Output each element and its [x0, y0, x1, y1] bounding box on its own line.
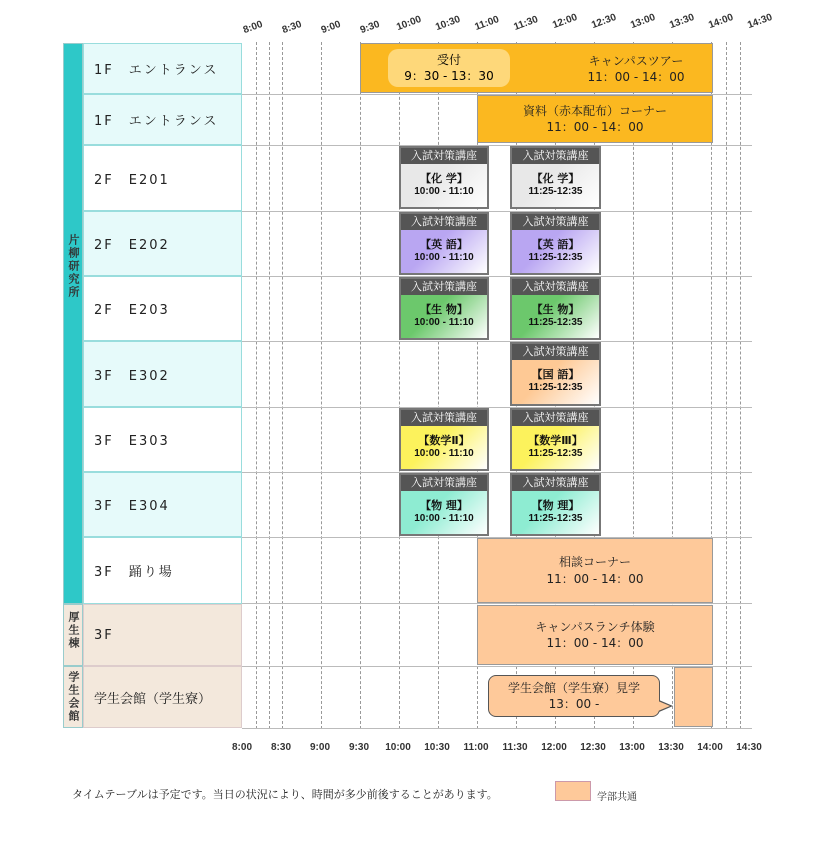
top-tick: 13:00 — [629, 11, 657, 32]
room-label: 学生会館（学生寮） — [83, 666, 242, 728]
session-subject: 【英 語】 — [420, 238, 468, 251]
dorm-block — [674, 667, 713, 727]
room-label: 1F エントランス — [83, 94, 242, 145]
session-card — [399, 277, 489, 340]
bottom-tick: 9:30 — [348, 742, 369, 753]
session-time: 10:00 - 11:10 — [414, 317, 474, 328]
top-tick: 12:00 — [551, 11, 579, 32]
group-label-katayanagi — [63, 43, 83, 604]
top-tick: 8:30 — [280, 18, 304, 37]
materials-block — [477, 95, 713, 143]
session-time: 11:25-12:35 — [528, 317, 583, 328]
top-tick: 9:00 — [319, 18, 343, 37]
session-header: 入試対策講座 — [401, 214, 487, 230]
bottom-tick: 10:30 — [424, 742, 450, 753]
materials-time: 11：00 - 14：00 — [546, 120, 644, 134]
bottom-tick: 11:00 — [463, 742, 489, 753]
session-time: 10:00 - 11:10 — [414, 252, 474, 263]
session-header: 入試対策講座 — [401, 410, 487, 426]
top-tick: 11:30 — [512, 14, 540, 33]
bottom-tick: 13:30 — [658, 742, 684, 753]
session-time: 10:00 - 11:10 — [414, 186, 474, 197]
session-subject: 【数学Ⅲ】 — [528, 434, 583, 447]
session-header: 入試対策講座 — [512, 410, 599, 426]
session-subject: 【数学Ⅱ】 — [418, 434, 470, 447]
session-time: 11:25-12:35 — [528, 382, 583, 393]
bottom-tick: 8:30 — [270, 742, 291, 753]
session-subject: 【英 語】 — [531, 238, 580, 251]
session-header: 入試対策講座 — [512, 148, 599, 164]
session-card — [399, 212, 489, 275]
session-header: 入試対策講座 — [512, 279, 599, 295]
room-label: 3F E302 — [83, 341, 242, 407]
legend-label: 学部共通 — [597, 792, 637, 803]
session-subject: 【生 物】 — [420, 303, 468, 316]
session-time: 10:00 - 11:10 — [414, 513, 474, 524]
top-tick: 12:30 — [590, 11, 618, 32]
materials-title: 資料（赤本配布）コーナー — [522, 103, 667, 118]
room-label: 3F 踊り場 — [83, 537, 242, 604]
room-label: 3F — [83, 604, 242, 666]
campus-tour-time: 11：00 - 14：00 — [587, 70, 685, 85]
row-line — [242, 407, 752, 408]
bottom-tick: 14:30 — [736, 742, 762, 753]
row-line — [242, 145, 752, 146]
session-time: 11:25-12:35 — [528, 186, 583, 197]
group-label-kouseitou — [63, 604, 83, 666]
session-header: 入試対策講座 — [401, 475, 487, 491]
session-header: 入試対策講座 — [512, 214, 599, 230]
bottom-tick: 9:00 — [309, 742, 330, 753]
session-card — [510, 473, 601, 536]
legend-swatch — [555, 781, 591, 801]
bottom-tick: 14:00 — [697, 742, 723, 753]
bottom-tick: 12:30 — [580, 742, 606, 753]
group-label-text: 片柳研究所 — [67, 234, 80, 299]
row-line — [242, 341, 752, 342]
row-line — [242, 728, 752, 729]
session-subject: 【化 学】 — [420, 172, 468, 185]
session-subject: 【物 理】 — [531, 499, 580, 512]
session-card — [510, 277, 601, 340]
top-tick: 11:00 — [473, 14, 501, 33]
session-time: 11:25-12:35 — [528, 252, 583, 263]
top-tick: 14:30 — [746, 11, 774, 32]
session-card — [399, 146, 489, 209]
top-tick: 13:30 — [668, 11, 696, 32]
reception-time: 9：30 - 13：30 — [404, 69, 494, 83]
reception-block — [388, 49, 510, 87]
session-subject: 【国 語】 — [531, 368, 580, 381]
session-card — [399, 408, 489, 471]
consult-title: 相談コーナー — [558, 555, 631, 570]
session-card — [510, 212, 601, 275]
campus-tour-title: キャンパスツアー — [588, 54, 684, 68]
bottom-tick: 13:00 — [619, 742, 645, 753]
row-line — [242, 276, 752, 277]
reception-title: 受付 — [436, 52, 461, 67]
campus-tour-text — [561, 53, 711, 85]
lunch-block — [477, 605, 713, 665]
bottom-tick: 10:00 — [385, 742, 411, 753]
group-label-text: 厚生棟 — [67, 611, 80, 650]
top-tick: 8:00 — [241, 18, 265, 37]
consult-block — [477, 538, 713, 603]
bottom-tick: 11:30 — [502, 742, 528, 753]
session-subject: 【化 学】 — [531, 172, 580, 185]
session-time: 10:00 - 11:10 — [414, 448, 474, 459]
room-label: 3F E303 — [83, 407, 242, 472]
session-time: 11:25-12:35 — [528, 513, 583, 524]
group-label-text: 学生会館 — [67, 671, 80, 723]
room-label: 2F E202 — [83, 211, 242, 276]
dorm-callout — [488, 675, 660, 717]
dorm-title: 学生会館（学生寮）見学 — [507, 680, 640, 695]
session-time: 11:25-12:35 — [528, 448, 583, 459]
session-header: 入試対策講座 — [512, 344, 599, 360]
session-subject: 【生 物】 — [531, 303, 580, 316]
bottom-tick: 8:00 — [231, 742, 252, 753]
room-label: 1F エントランス — [83, 43, 242, 94]
row-line — [242, 603, 752, 604]
session-subject: 【物 理】 — [420, 499, 468, 512]
top-tick: 14:00 — [707, 11, 735, 32]
session-header: 入試対策講座 — [401, 279, 487, 295]
footer-note: タイムテーブルは予定です。当日の状況により、時間が多少前後することがあります。 — [72, 788, 498, 801]
room-label: 2F E201 — [83, 145, 242, 211]
row-line — [242, 211, 752, 212]
row-line — [242, 472, 752, 473]
session-header: 入試対策講座 — [512, 475, 599, 491]
session-card — [399, 473, 489, 536]
session-card — [510, 408, 601, 471]
session-header: 入試対策講座 — [401, 148, 487, 164]
dorm-callout-arrow-fill — [658, 701, 670, 711]
lunch-time: 11：00 - 14：00 — [546, 636, 644, 650]
top-tick: 10:00 — [395, 13, 423, 34]
lunch-title: キャンパスランチ体験 — [535, 619, 655, 634]
consult-time: 11：00 - 14：00 — [546, 571, 644, 586]
room-label: 3F E304 — [83, 472, 242, 537]
bottom-tick: 12:00 — [541, 742, 567, 753]
room-label: 2F E203 — [83, 276, 242, 341]
dorm-time: 13：00 - — [548, 697, 600, 711]
session-card — [510, 146, 601, 209]
top-tick: 9:30 — [358, 18, 382, 37]
session-card — [510, 342, 601, 406]
top-tick: 10:30 — [434, 13, 462, 34]
group-label-gakusei-kaikan — [63, 666, 83, 728]
